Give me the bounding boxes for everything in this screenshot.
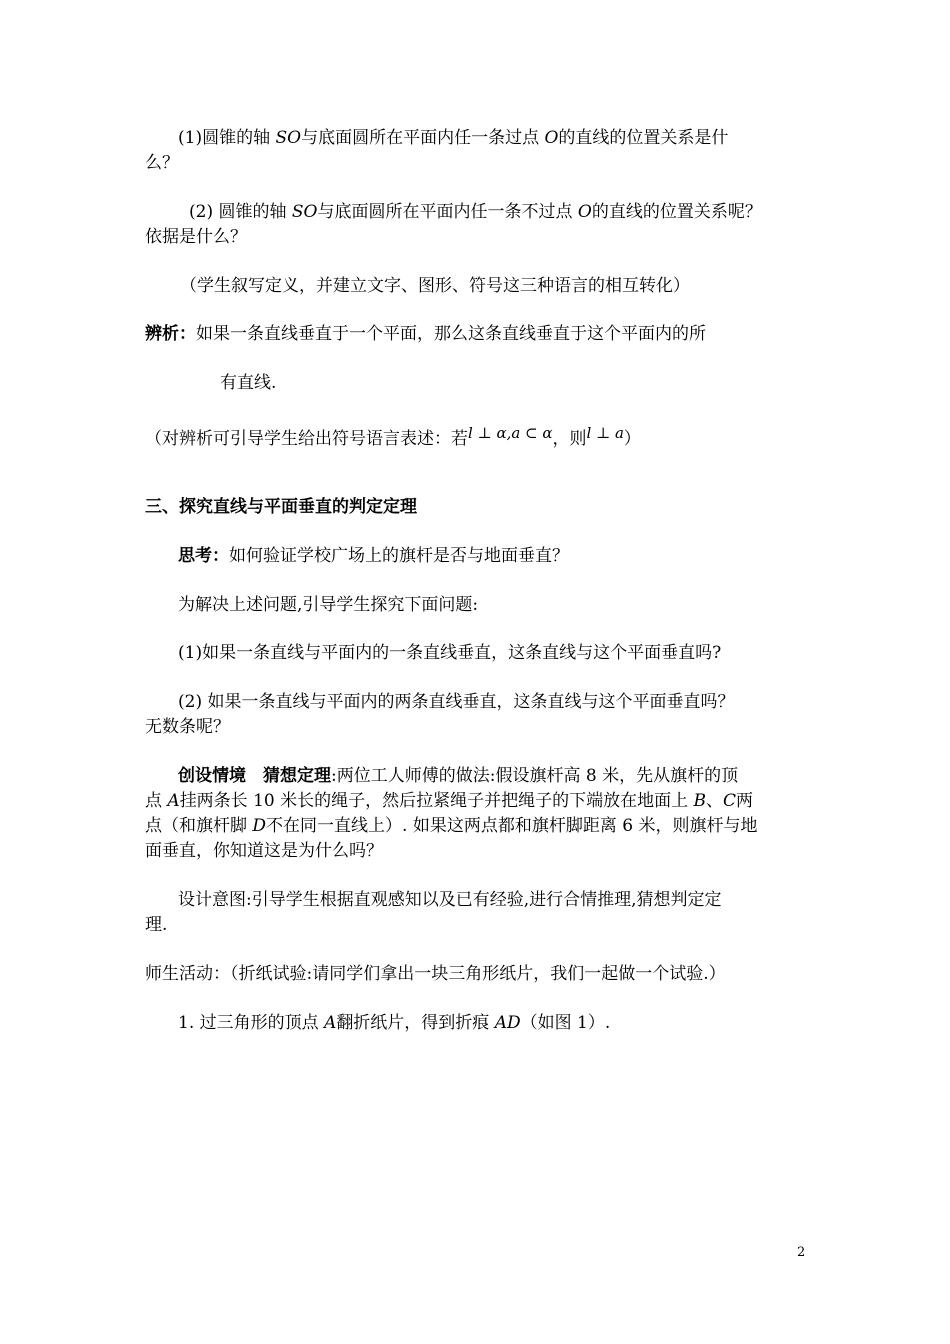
- scene-line4: 面垂直，你知道这是为什么吗？: [145, 841, 383, 861]
- symbol-o: O: [577, 202, 592, 222]
- formula-1: l ⊥ α,a ⊂ α: [468, 424, 553, 442]
- symbol-so: SO: [275, 128, 302, 148]
- text: 的直线的位置关系是什: [558, 128, 729, 148]
- symbol-a: A: [324, 1013, 337, 1033]
- intent-line1: 设计意图:引导学生根据直观感知以及已有经验,进行合情推理,猜想判定定: [178, 890, 722, 910]
- problem-2-line2: 无数条呢？: [145, 717, 230, 737]
- problem-2-line1: (2) 如果一条直线与平面内的两条直线垂直，这条直线与这个平面垂直吗？: [178, 692, 735, 712]
- text: :两位工人师傅的做法:假设旗杆高 8 米，先从旗杆的顶: [331, 766, 739, 786]
- text: 点（和旗杆脚: [145, 816, 253, 836]
- problem-1: (1)如果一条直线与平面内的一条直线垂直，这条直线与这个平面垂直吗?: [178, 643, 722, 663]
- activity-line: 师生活动：（折纸试验:请同学们拿出一块三角形纸片，我们一起做一个试验.）: [145, 964, 726, 984]
- text: 两: [736, 791, 754, 811]
- section-title: 三、探究直线与平面垂直的判定定理: [145, 497, 417, 517]
- text: 不在同一直线上）. 如果这两点都和旗杆脚距离 6 米，则旗杆与地: [266, 816, 758, 836]
- scene-line1: [178, 765, 738, 787]
- scene-label: 创设情境 猜想定理: [178, 766, 331, 786]
- symbol-c: C: [723, 791, 737, 811]
- text: (1)圆锥的轴: [178, 128, 276, 148]
- bianxi-line1: [145, 323, 706, 345]
- symbol-so: SO: [291, 202, 318, 222]
- symbol-b: B: [693, 791, 707, 811]
- think-label: 思考：: [178, 546, 229, 566]
- symbol-ad: AD: [494, 1013, 521, 1033]
- note-symbol-expression: [145, 424, 641, 450]
- question-2-line2: 依据是什么？: [145, 227, 247, 247]
- intent-line2: 理.: [145, 915, 168, 935]
- bianxi-text: 如果一条直线垂直于一个平面，那么这条直线垂直于这个平面内的所: [196, 324, 706, 344]
- text: ，则: [552, 429, 587, 449]
- think-text: 如何验证学校广场上的旗杆是否与地面垂直？: [229, 546, 569, 566]
- text: (2) 圆锥的轴: [189, 202, 292, 222]
- step-1: [178, 1012, 610, 1034]
- question-1-line2: 么？: [145, 153, 179, 173]
- symbol-d: D: [252, 816, 267, 836]
- guide-line: 为解决上述问题,引导学生探究下面问题:: [178, 595, 479, 615]
- text: 与底面圆所在平面内任一条不过点: [317, 202, 578, 222]
- text: 翻折纸片，得到折痕: [336, 1013, 495, 1033]
- text: 、: [706, 791, 724, 811]
- text: （对辨析可引导学生给出符号语言表述：若: [145, 429, 468, 449]
- text: 挂两条长 10 米长的绳子，然后拉紧绳子并把绳子的下端放在地面上: [179, 791, 694, 811]
- text: 1. 过三角形的顶点: [178, 1013, 325, 1033]
- symbol-o: O: [544, 128, 559, 148]
- text: （如图 1）.: [520, 1013, 611, 1033]
- text: 与底面圆所在平面内任一条过点: [301, 128, 545, 148]
- bianxi-line2: 有直线.: [220, 373, 277, 393]
- scene-line3: [145, 815, 757, 837]
- think-line: [178, 545, 569, 567]
- text: ）: [623, 429, 641, 449]
- text: 的直线的位置关系呢？: [591, 202, 762, 222]
- page-number: 2: [797, 1245, 806, 1260]
- formula-2: l ⊥ a: [586, 424, 624, 442]
- question-2-line1: [189, 201, 762, 223]
- question-1-line1: [178, 127, 728, 149]
- text: 点: [145, 791, 168, 811]
- bianxi-label: 辨析：: [145, 324, 196, 344]
- note-definition: （学生叙写定义，并建立文字、图形、符号这三种语言的相互转化）: [180, 276, 690, 296]
- symbol-a: A: [167, 791, 180, 811]
- scene-line2: [145, 790, 753, 812]
